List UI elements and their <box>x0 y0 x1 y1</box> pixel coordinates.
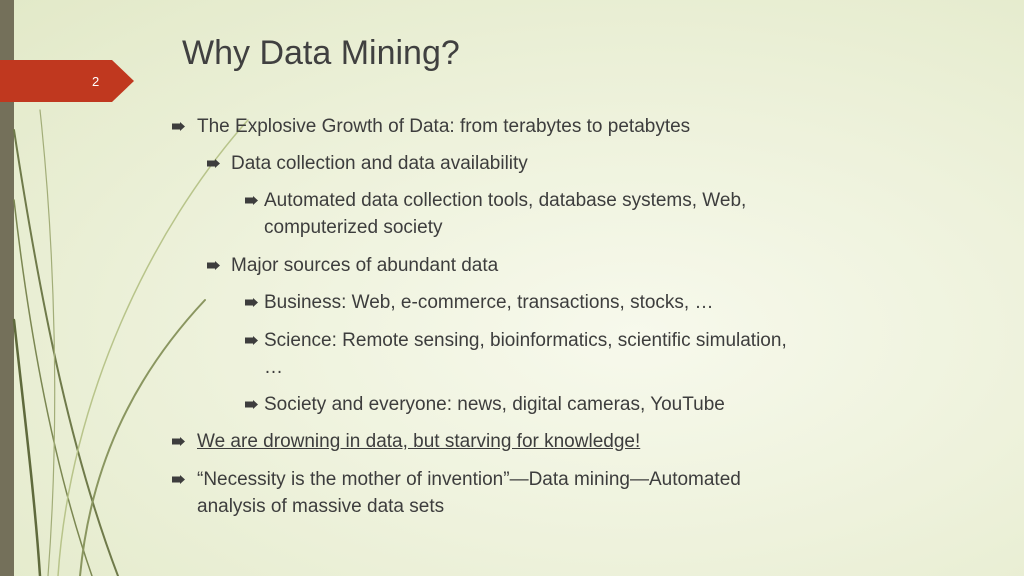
bullet-item <box>245 391 725 418</box>
bullet-text-line-2: computerized society <box>264 217 443 238</box>
arrow-bullet-icon <box>245 400 258 409</box>
slide-number-tab-shape <box>0 60 134 102</box>
bullet-item <box>172 428 640 455</box>
bullet-item <box>207 252 498 279</box>
bullet-item <box>245 187 746 241</box>
bullet-item <box>207 150 528 177</box>
slide-number-tab <box>0 60 134 102</box>
arrow-bullet-icon <box>245 298 258 307</box>
arrow-bullet-icon <box>245 336 258 345</box>
bullet-text: Major sources of abundant data <box>231 255 499 276</box>
arrow-bullet-icon <box>172 475 185 484</box>
arrow-bullet-icon <box>207 261 220 270</box>
bullet-text-underlined: We are drowning in data, but starving for knowledge! <box>197 431 641 452</box>
bullet-item <box>245 289 713 316</box>
slide-title: Why Data Mining? <box>182 34 460 72</box>
bullet-item <box>172 466 741 520</box>
slide-number: 2 <box>92 74 100 89</box>
bullet-text: Data collection and data availability <box>231 153 528 174</box>
bullet-text: Society and everyone: news, digital cameras, YouTube <box>264 394 725 415</box>
bullet-text-line-2: analysis of massive data sets <box>197 496 445 517</box>
bullet-text: Business: Web, e-commerce, transactions, stocks, … <box>264 292 714 313</box>
bullet-item <box>245 327 787 381</box>
arrow-bullet-icon <box>207 159 220 168</box>
arrow-bullet-icon <box>245 196 258 205</box>
bullet-text-line-1: “Necessity is the mother of invention”—Data mining—Automated <box>197 469 741 490</box>
arrow-bullet-icon <box>172 122 185 131</box>
bullet-item <box>172 113 690 140</box>
bullet-text-line-2: … <box>264 357 283 378</box>
arrow-bullet-icon <box>172 437 185 446</box>
bullet-text-line-1: Automated data collection tools, database systems, Web, <box>264 190 747 211</box>
bullet-text-line-1: Science: Remote sensing, bioinformatics, scientific simulation, <box>264 330 787 351</box>
bullet-text: The Explosive Growth of Data: from terabytes to petabytes <box>197 116 691 137</box>
